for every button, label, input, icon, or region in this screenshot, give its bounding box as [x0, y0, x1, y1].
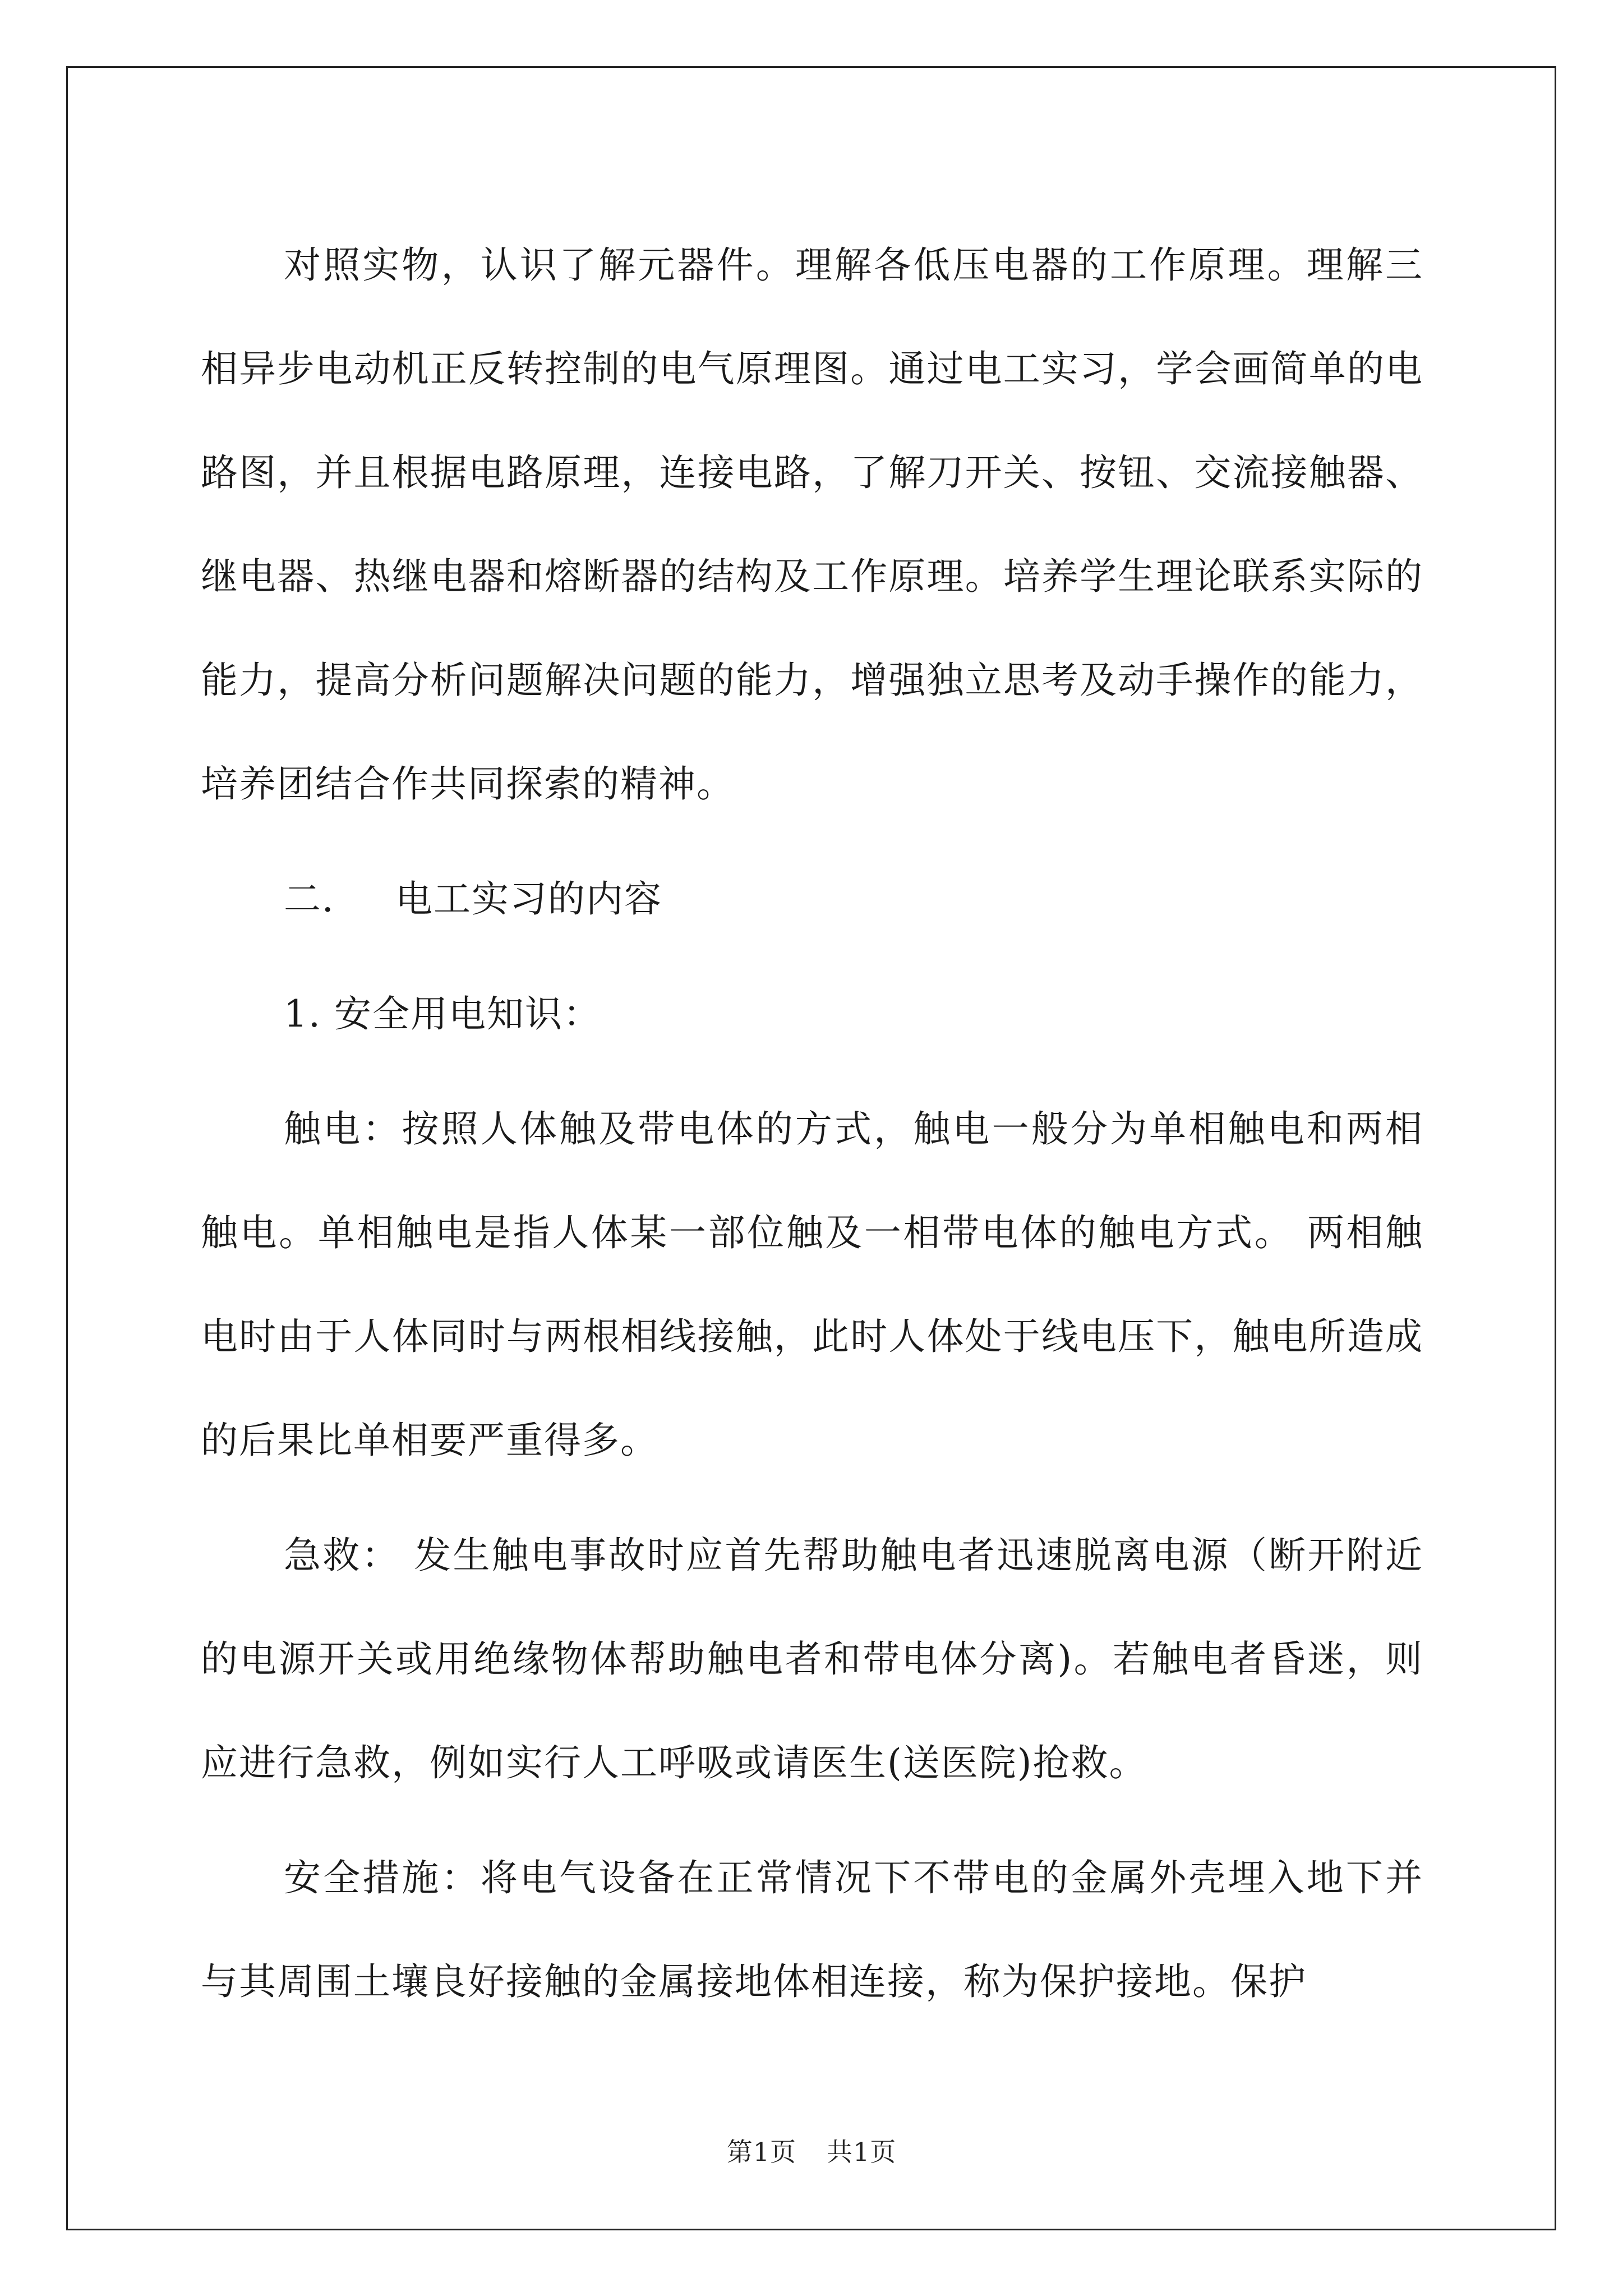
page-footer	[0, 2132, 1623, 2169]
page-number-current: 第1页	[726, 2137, 796, 2167]
subsection-heading-safety: 1. 安全用电知识：	[284, 992, 601, 1036]
section-heading-content: 二． 电工实习的内容	[284, 877, 662, 921]
paragraph-first-aid: 急救： 发生触电事故时应首先帮助触电者迅速脱离电源（断开附近的电源开关或用绝缘物体帮助触电者和带电体分离)。若触电者昏迷，则应进行急救，例如实行人工呼吸或请医生(送医院)抢救。	[201, 1534, 1423, 1784]
paragraph-objectives: 对照实物，认识了解元器件。理解各低压电器的工作原理。理解三相异步电动机正反转控制的电气原理图。通过电工实习，学会画简单的电路图，并且根据电路原理，连接电路，了解刀开关、按钮、交流接触器、继电器、热继电器和熔断器的结构及工作原理。培养学生理论联系实际的能力，提高分析问题解决问题的能力，增强独立思考及动手操作的能力，培养团结合作共同探索的精神。	[201, 243, 1423, 806]
paragraph-safety-measures: 安全措施：将电气设备在正常情况下不带电的金属外壳埋入地下并与其周围土壤良好接触的金属接地体相连接，称为保护接地。保护	[201, 1856, 1423, 2003]
paragraph-electric-shock: 触电：按照人体触及带电体的方式，触电一般分为单相触电和两相触电。单相触电是指人体某一部位触及一相带电体的触电方式。 两相触电时由于人体同时与两根相线接触，此时人体处于线电压下，触电所造成的后果比单相要严重得多。	[201, 1107, 1423, 1462]
page-number-total: 共1页	[827, 2137, 897, 2167]
document-body	[201, 213, 1423, 2045]
